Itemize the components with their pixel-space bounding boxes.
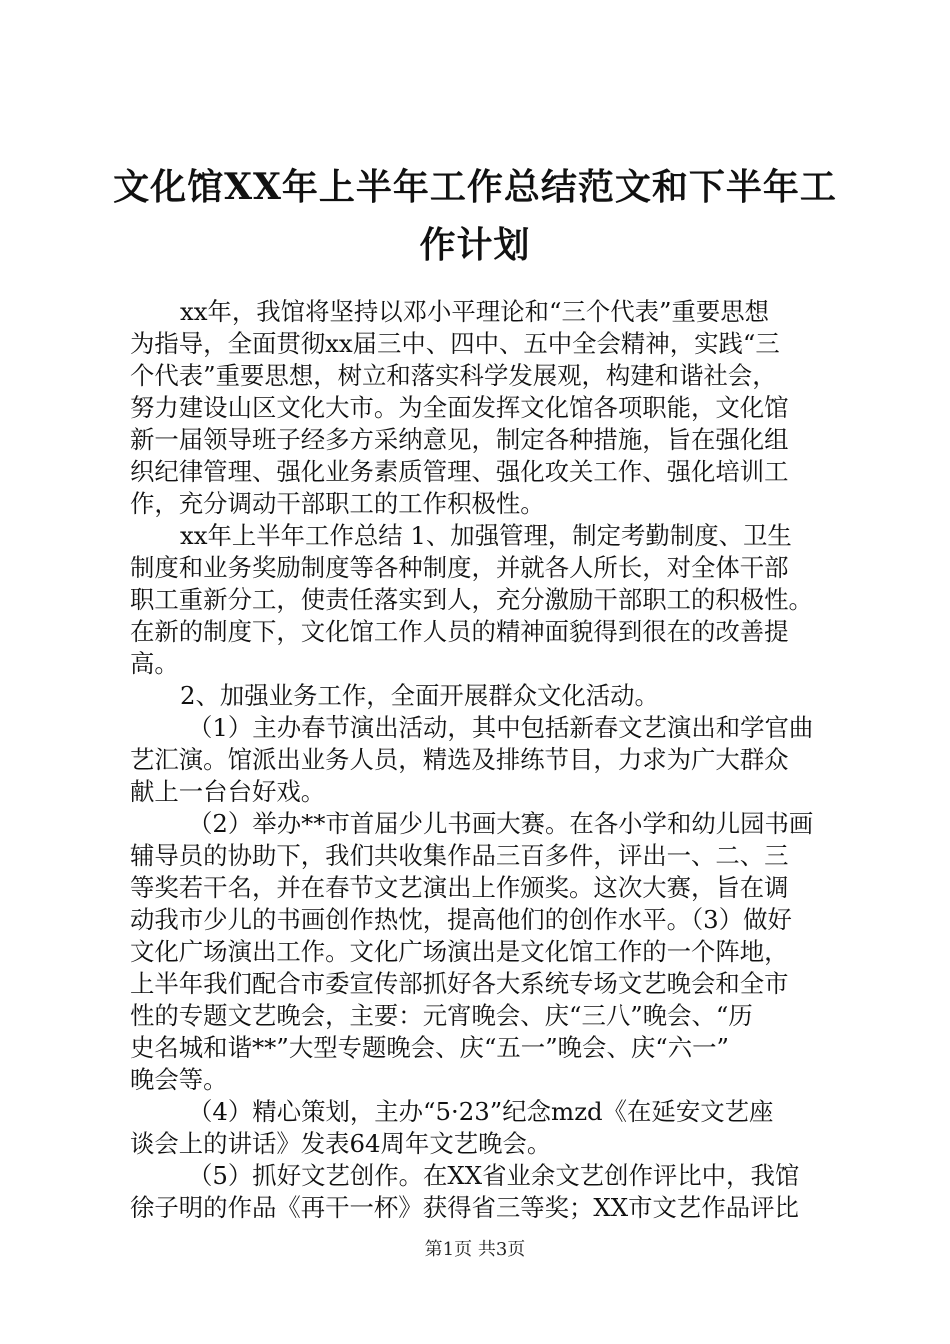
text-line: 2、加强业务工作，全面开展群众文化活动。 [180, 681, 659, 710]
text-line: xx年，我馆将坚持以邓小平理论和“三个代表”重要思想 [180, 297, 770, 326]
text-line: （4）精心策划，主办“5·23”纪念mzd《在延安文艺座 [188, 1097, 774, 1126]
text-line: 性的专题文艺晚会，主要：元宵晚会、庆“三八”晚会、“历 [130, 1001, 753, 1030]
page-footer: 第1页 共3页 [424, 1239, 526, 1260]
text-line: 上半年我们配合市委宣传部抓好各大系统专场文艺晚会和全市 [130, 969, 789, 998]
text-line: （5）抓好文艺创作。在XX省业余文艺创作评比中，我馆 [188, 1161, 800, 1190]
text-line: 职工重新分工，使责任落实到人，充分激励干部职工的积极性。 [130, 585, 813, 614]
text-line: 高。 [130, 649, 179, 678]
text-line: 作，充分调动干部职工的工作积极性。 [130, 489, 545, 518]
title-line-1: 文化馆XX年上半年工作总结范文和下半年工 [113, 166, 837, 208]
body-text [130, 296, 830, 1224]
text-line: 等奖若干名，并在春节文艺演出上作颁奖。这次大赛，旨在调 [130, 873, 789, 902]
text-line: 努力建设山区文化大市。为全面发挥文化馆各项职能，文化馆 [130, 393, 789, 422]
text-line: 献上一台台好戏。 [130, 777, 326, 806]
text-line: 辅导员的协助下，我们共收集作品三百多件，评出一、二、三 [130, 841, 789, 870]
text-line: 制度和业务奖励制度等各种制度，并就各人所长，对全体干部 [130, 553, 789, 582]
title-line-2: 作计划 [419, 224, 531, 266]
text-line: 个代表”重要思想，树立和落实科学发展观，构建和谐社会， [130, 361, 777, 390]
text-line: xx年上半年工作总结 1、加强管理，制定考勤制度、卫生 [180, 521, 792, 550]
text-line: 谈会上的讲话》发表64周年文艺晚会。 [130, 1129, 552, 1158]
text-line: 新一届领导班子经多方采纳意见，制定各种措施，旨在强化组 [130, 425, 789, 454]
text-line: 史名城和谐**”大型专题晚会、庆“五一”晚会、庆“六一” [130, 1033, 729, 1062]
document-body [130, 296, 830, 1224]
text-line: 织纪律管理、强化业务素质管理、强化攻关工作、强化培训工 [130, 457, 789, 486]
text-line: 在新的制度下，文化馆工作人员的精神面貌得到很在的改善提 [130, 617, 789, 646]
text-line: 晚会等。 [130, 1065, 228, 1094]
document-title [110, 158, 840, 274]
text-line: 动我市少儿的书画创作热忱，提高他们的创作水平。（3）做好 [130, 905, 792, 934]
text-line: 文化广场演出工作。文化广场演出是文化馆工作的一个阵地， [130, 937, 789, 966]
text-line: （2）举办**市首届少儿书画大赛。在各小学和幼儿园书画 [188, 809, 814, 838]
text-line: 徐子明的作品《再干一杯》获得省三等奖；XX市文艺作品评比 [130, 1193, 799, 1222]
text-line: 艺汇演。馆派出业务人员，精选及排练节目，力求为广大群众 [130, 745, 789, 774]
text-line: （1）主办春节演出活动，其中包括新春文艺演出和学官曲 [188, 713, 814, 742]
text-line: 为指导，全面贯彻xx届三中、四中、五中全会精神，实践“三 [130, 329, 780, 358]
